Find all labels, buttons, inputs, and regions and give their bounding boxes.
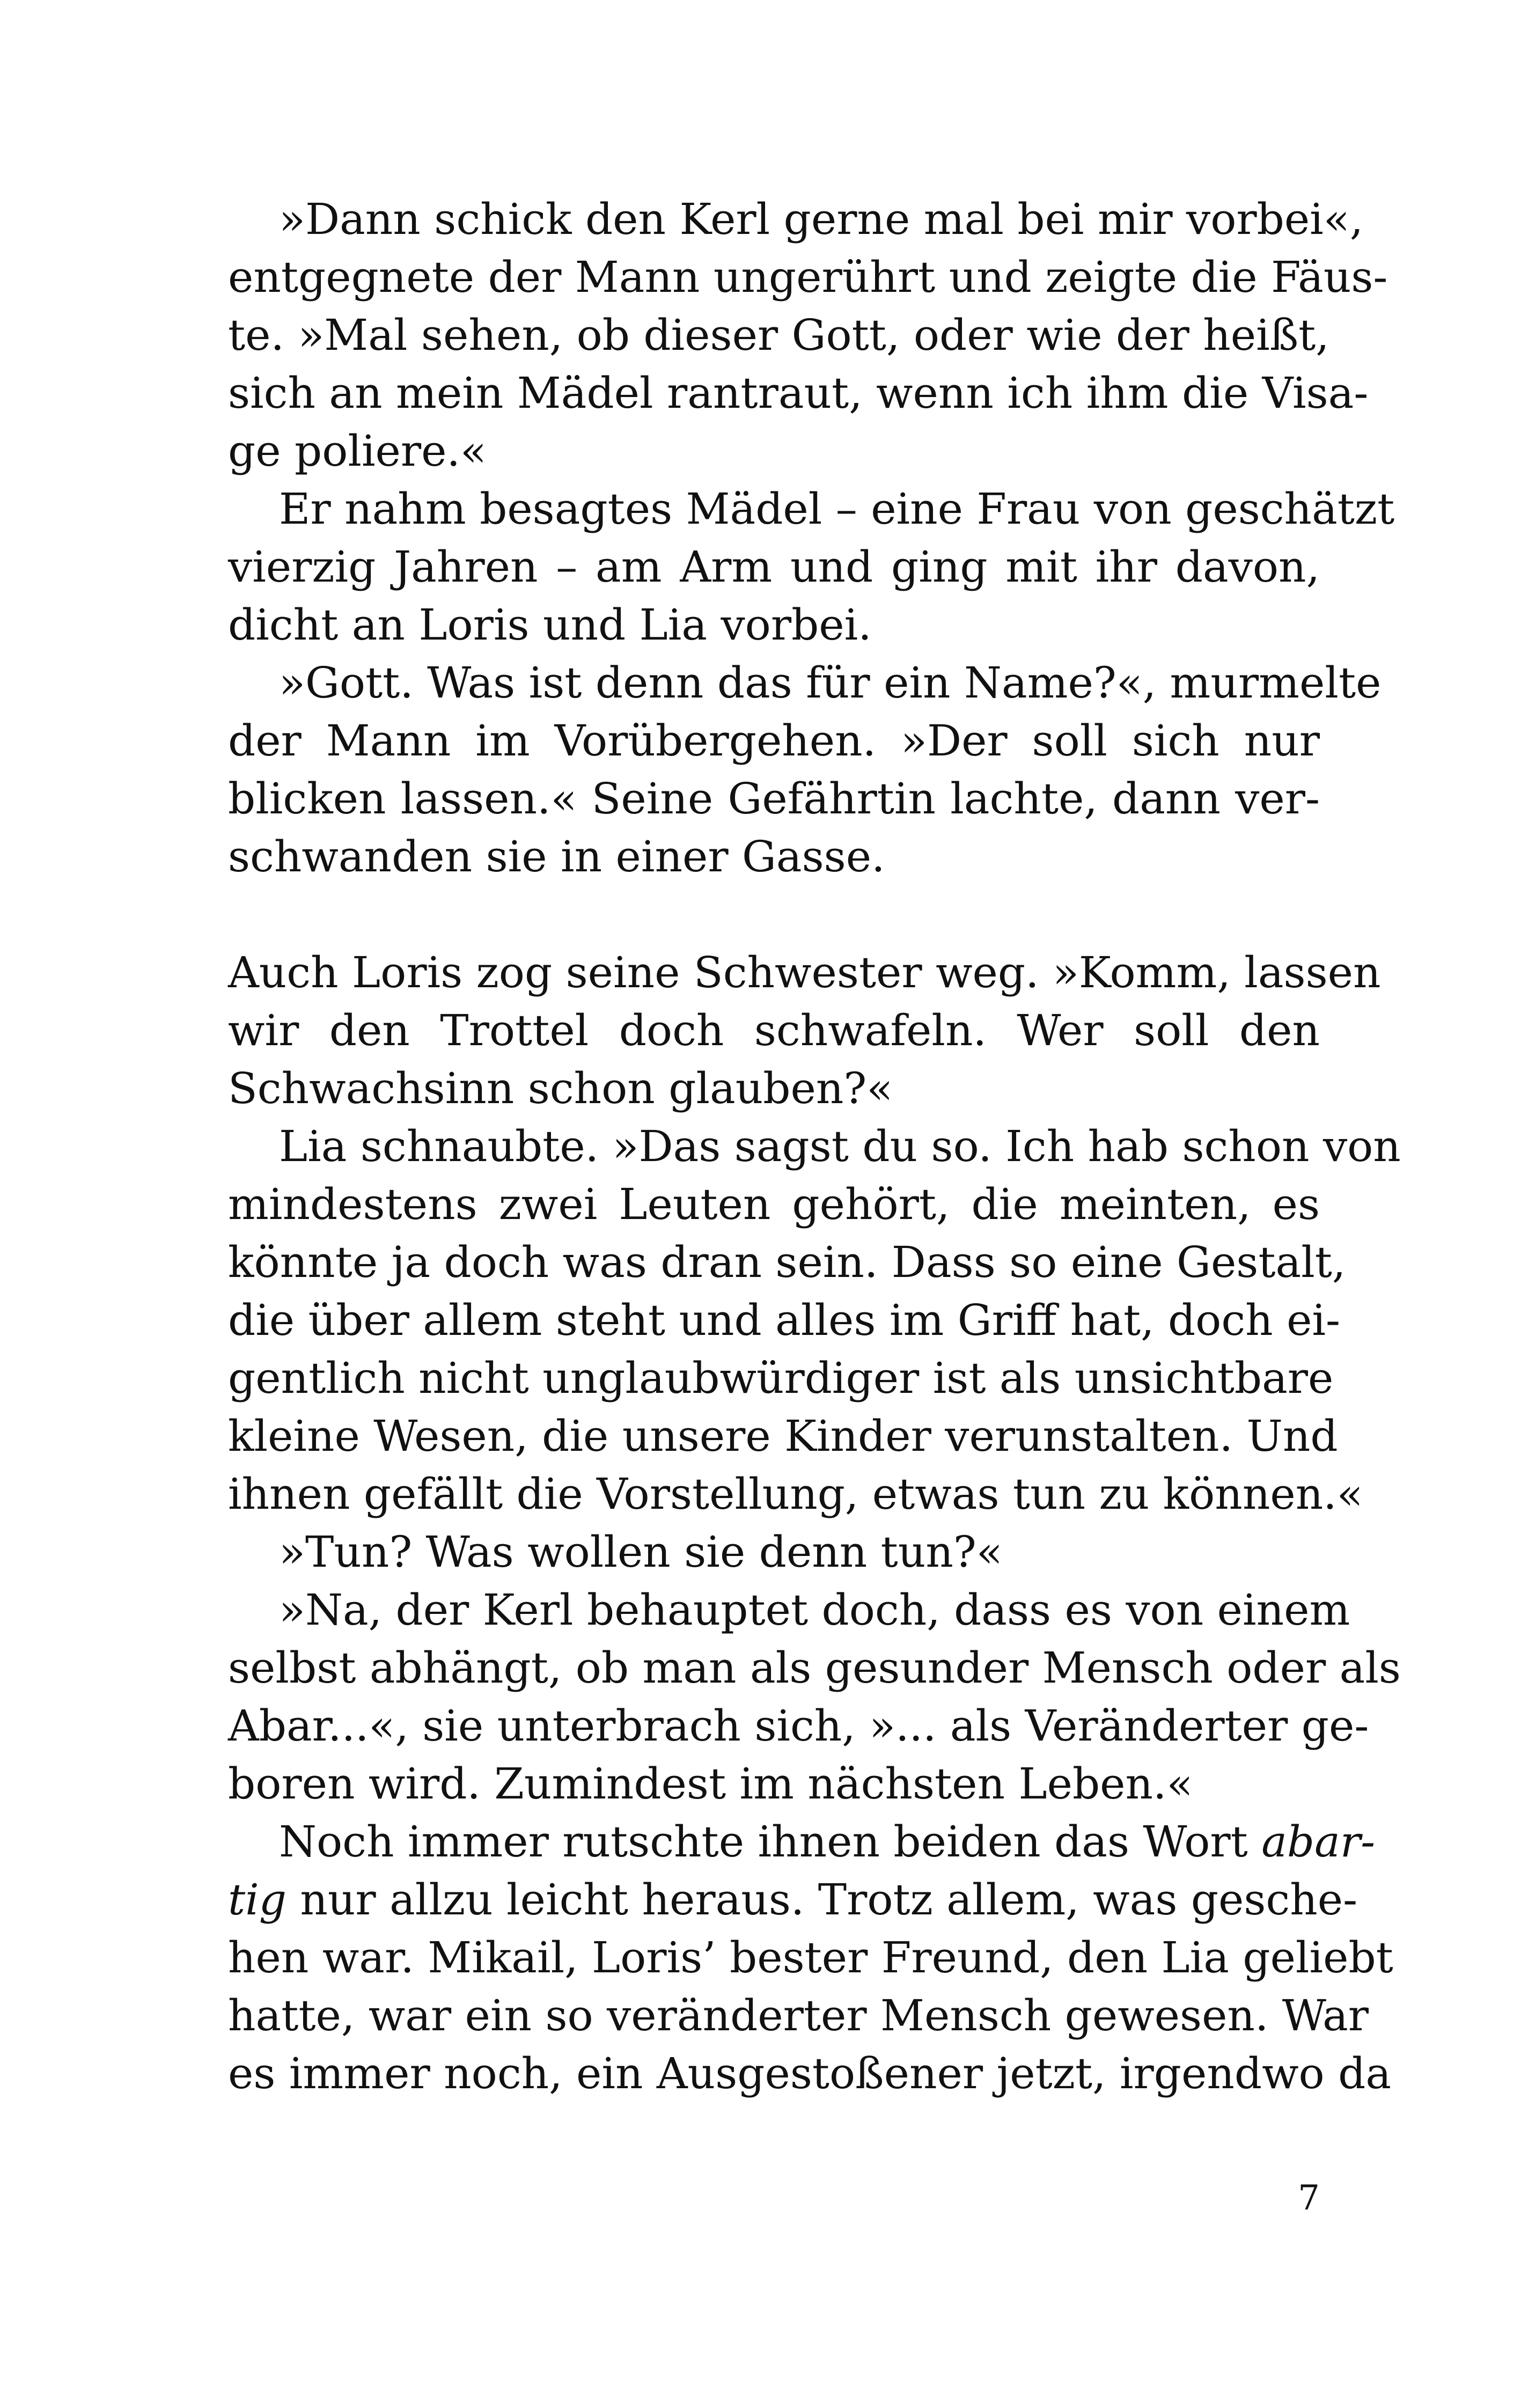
text-line: schwanden sie in einer Gasse.	[228, 832, 885, 882]
text-segment: nur allzu leicht heraus. Trotz allem, was gesche-	[286, 1875, 1358, 1925]
text-line: ihnen gefällt die Vorstellung, etwas tun zu können.«	[228, 1469, 1363, 1519]
text-line: »Tun? Was wollen sie denn tun?«	[279, 1527, 1003, 1577]
text-line	[228, 1813, 1376, 1871]
text-line: wir den Trottel doch schwafeln. Wer soll den	[228, 1005, 1320, 1055]
text-line: kleine Wesen, die unsere Kinder verunstalten. Und	[228, 1411, 1338, 1461]
text-line: te. »Mal sehen, ob dieser Gott, oder wie der heißt,	[228, 310, 1329, 360]
text-line: Schwachsinn schon glauben?«	[228, 1063, 893, 1113]
section-break	[228, 886, 1320, 944]
text-line: ge poliere.«	[228, 426, 487, 476]
text-line: »Na, der Kerl behauptet doch, dass es von einem	[279, 1585, 1350, 1635]
body-text	[228, 190, 1401, 2103]
text-line: hatte, war ein so veränderter Mensch gewesen. War	[228, 1991, 1369, 2040]
italic-word: abar-	[1261, 1817, 1376, 1867]
text-line: »Gott. Was ist denn das für ein Name?«, murmelte	[279, 658, 1382, 708]
text-line: entgegnete der Mann ungerührt und zeigte die Fäus-	[228, 252, 1388, 302]
text-line: »Dann schick den Kerl gerne mal bei mir vorbei«,	[279, 194, 1364, 244]
text-line: Er nahm besagtes Mädel – eine Frau von geschätzt	[279, 484, 1395, 534]
text-line: Abar...«, sie unterbrach sich, »... als Veränderter ge-	[228, 1701, 1369, 1751]
text-line: vierzig Jahren – am Arm und ging mit ihr davon,	[228, 542, 1320, 592]
text-line: hen war. Mikail, Loris’ bester Freund, den Lia geliebt	[228, 1933, 1393, 1983]
text-line: boren wird. Zumindest im nächsten Leben.«	[228, 1759, 1193, 1809]
text-line: mindestens zwei Leuten gehört, die meinten, es	[228, 1179, 1320, 1229]
text-line: die über allem steht und alles im Griff hat, doch ei-	[228, 1295, 1341, 1345]
text-line: dicht an Loris und Lia vorbei.	[228, 600, 872, 650]
text-line: sich an mein Mädel rantraut, wenn ich ihm die Visa-	[228, 368, 1369, 418]
text-line: es immer noch, ein Ausgestoßener jetzt, irgendwo da	[228, 2049, 1392, 2098]
text-segment: Noch immer rutschte ihnen beiden das Wort	[279, 1817, 1262, 1867]
text-line: blicken lassen.« Seine Gefährtin lachte, dann ver-	[228, 774, 1320, 824]
text-line	[228, 1871, 1358, 1929]
text-line: selbst abhängt, ob man als gesunder Mensch oder als	[228, 1643, 1401, 1693]
text-line: könnte ja doch was dran sein. Dass so eine Gestalt,	[228, 1237, 1346, 1287]
italic-word: tig	[228, 1875, 286, 1925]
text-line: der Mann im Vorübergehen. »Der soll sich nur	[228, 716, 1320, 766]
page-number: 7	[1298, 2178, 1320, 2218]
text-line: Auch Loris zog seine Schwester weg. »Komm, lassen	[228, 948, 1381, 997]
text-line: Lia schnaubte. »Das sagst du so. Ich hab schon von	[279, 1121, 1401, 1171]
text-line: gentlich nicht unglaubwürdiger ist als unsichtbare	[228, 1353, 1334, 1403]
